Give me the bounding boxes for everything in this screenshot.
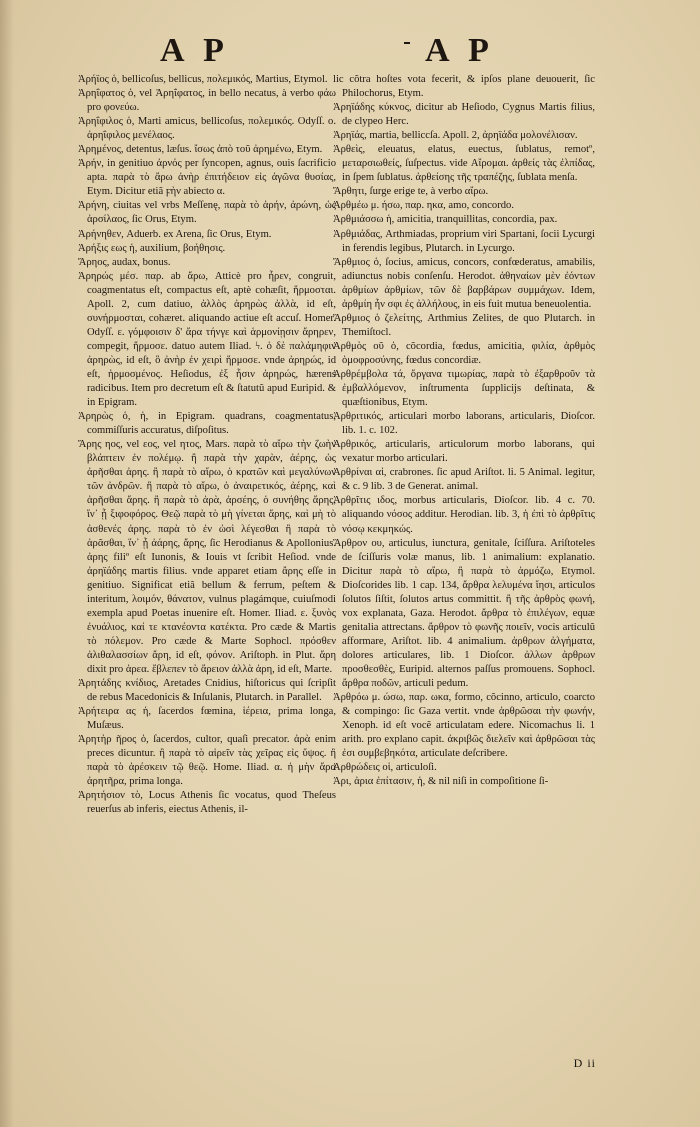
running-head-left: A P (160, 32, 230, 69)
right-column (333, 73, 595, 789)
dictionary-entry: Ἄρθμιος ὁ, ſocius, amicus, concors, confœderatus, amabilis, adiunctus nobis conſenſu. Herodot. ἀθηναίων μὲν ἐόντων ἀρθμίων ἀρθμίων, τῶν δὲ βαρβάρων συμμάχων. Idem, ἀρθμίη ἦν σφι ἐς ἀλλήλους, in eis fuit mutua beneuolentia. (333, 256, 595, 310)
running-head-mark (404, 42, 410, 44)
dictionary-entry: Ἀρητὴρ ῆρος ὁ, ſacerdos, cultor, quaſi precator. ἀρὰ enim preces dicuntur. ἢ παρὰ τὸ αἱρεῖν τὰς χεῖρας εἰς ὕψος. ἢ παρὰ τὸ ἀρέσκειν τῷ θεῷ. Home. Iliad. α. ἡ μὴν ἄρα ἀρητῆρα, prima longa. (78, 734, 336, 788)
dictionary-entry: Ἀρηΐφατος ὁ, vel Ἀρηΐφατος, in bello necatus, à verbo φάω pro φονεύω. (78, 88, 336, 114)
dictionary-entry: Ἀρηϊάς, martia, belliccſa. Apoll. 2, ἀρηϊάδα μολονέλισαν. (333, 130, 578, 142)
dictionary-entry: Ἀρήνη, ciuitas vel vrbs Meſſenę, παρὰ τὸ ἀρήν, ἀρώνη, ὡς ἀρσίλαος, ſic Orus, Etym. (78, 200, 336, 226)
dictionary-entry: Ἀρθρικός, articularis, articulorum morbo laborans, qui vexatur morbo articulari. (333, 439, 595, 465)
dictionary-entry: Ἀρθρόω μ. ώσω, παρ. ωκα, formo, cõcinno, articulo, coarcto & compingo: ſic Gaza vertit. vnde ἀρθρῶσαι τὴν φωνήν, Xenoph. id eſt vocẽ articulatam edere. Nicomachus li. 1 arith. pro explano capit. ἀκριβῶς διελεῖν καὶ ἀρθρῶσαι τὰς ἐσι συμβεβηκότα, articulate deſcribere. (333, 692, 595, 760)
running-head-right: A P (425, 32, 495, 69)
dictionary-entry: Ἀρθρίναι αἱ, crabrones. ſic apud Ariſtot. li. 5 Animal. legitur, & c. 9 lib. 3 de Generat. animal. (333, 467, 595, 493)
dictionary-entry: Ἀρθρώδεις οἱ, articuloſi. (333, 762, 437, 774)
dictionary-entry: Ἀρήξις εως ἡ, auxilium, βοήθησις. (78, 242, 226, 254)
dictionary-entry: Ἀρημένος, detentus, læſus. ἴσως ἀπὸ τοῦ ἀρημένω, Etym. (78, 144, 323, 156)
dictionary-entry: Ἀρθρέμβολα τά, ὄργανα τιμωρίας, παρὰ τὸ ἐξαρθροῦν τὰ ἐμβαλλόμενον, inſtrumenta ſupplicijs deſtinata, & quæſtionibus, Etym. (333, 368, 595, 409)
dictionary-entry: Ἀρήνηθεν, Aduerb. ex Arena, ſic Orus, Etym. (78, 228, 272, 240)
binding-shadow (0, 0, 14, 1127)
dictionary-entry: Ἀρήϊος ὁ, bellicoſus, bellicus, πολεμικός, Martius, Etymol. (78, 74, 328, 85)
signature-mark: D ii (573, 1056, 596, 1070)
dictionary-entry: Ἀρθεὶς, eleuatus, elatus, euectus, ſublatus, remotº, μεταρσιωθείς, ſuſpectus. vide Αἴρομαι. ἀρθείς τὰς ἐλπίδας, in ſpem ſublatus. ἀρθείσης τῆς τραπέζης, ſublata menſa. (333, 144, 595, 184)
dictionary-entry: Ἀρητήσιον τὸ, Locus Athenis ſic vocatus, quod Theſeus reuerſus ab inferis, eiectus Athenis, il- (78, 790, 336, 816)
dictionary-entry: Ἄρης ηος, vel εος, vel ητος, Mars. παρὰ τὸ αἴρω τὴν ζωὴν βλάπτειν ἐν πολέμῳ. ἢ παρὰ τὴν χαρὰν, ἀέρης, ὡς ἀρῆσθαι ἀρης. ἢ παρὰ τὸ αἴρω, ὁ κρατῶν καὶ μεγαλύνων τῶν ἀνδρῶν. ἢ παρὰ τὸ αἴρω, ὁ ἀναιρετικός, ἀέρης, καὶ ἀρῆσθαι ἄρης. ἢ παρὰ τὸ ἀρὰ, ἀρσέης, ὁ συνήθης ἄρης, ἵν᾽ ᾖ ξιφοφόρος. Θεῷ παρὰ τὸ μὴ γίνεται ἄρης, καὶ μὴ τὸ ἀσθενές ἀρης. παρὰ τὸ ἐν ὠσὶ λέγεσθαι ἢ παρὰ τὸ ἀρᾶσθαι, ἵν᾽ ᾖ ἀάρης, ἄρης, ſic Herodianus & Apollonius. ἀρης filiº eſt Iunonis, & Iouis vt ſcribit Heſiod. vnde ἀρηϊάδης martis filius. vnde apparet etiam ἄρης eſſe in genitiuo. Significat etiã bellum & ferrum, peſtem & interitum, λοιμόν, θάνατον, vulnus plagámque, cuiuſmodi exempla apud Poetas inuenire eſt. Homer. Iliad. ε. ξυνὸς ἐνυάλιος, καί τε κτανέοντα κατέκτα. Pro cæde & Martis τὸ πόλεμον. Pro cæde & Marte Sophocl. πρόσθεν ἀλιθαλασσίων ἄρη, id eſt, φόνον. Ariſtoph. in Plut. ἄρη dixit pro ἀρεα. ἔβλεπεν τὸ ἄρειον ἀλλὰ ἀρη, id eſt, Marte. (78, 439, 336, 675)
dictionary-entry: Ἀρθρῖτις ιδος, morbus articularis, Dioſcor. lib. 4 c. 70. aliquando νόσος additur. Herodian. lib. 3, ἡ ἐπὶ τὸ ἀρθρῖτις νόσῳ κεκμηκώς. (333, 495, 595, 535)
dictionary-entry: Ἀρηΐφιλος ὁ, Marti amicus, bellicoſus, πολεμικός. Odyſſ. ο. ἀρηΐφιλος μενέλαος. (78, 116, 336, 142)
dictionary-entry: Ἀρητάδης κνίδιος, Aretades Cnidius, hiſtoricus qui ſcripſit de rebus Macedonicis & Inſulanis, Plutarch. in Parallel. (78, 678, 336, 704)
dictionary-entry: Ἀρθριτικός, articulari morbo laborans, articularis, Dioſcor. lib. 1. c. 102. (333, 411, 595, 437)
dictionary-entry: Ἀρθμιάσσω ἡ, amicitia, tranquillitas, concordia, pax. (333, 214, 558, 226)
dictionary-entry: Ἄρθμιος ὁ ζελείτης, Arthmius Zelites, de quo Plutarch. in Themiſtocl. (333, 312, 595, 338)
dictionary-entry: Ἄρθρον ου, articulus, iunctura, genitale, ſciſſura. Ariſtoteles de ſciſſuris volæ manus, lib. 1 animalium: explanatio. Dicitur παρὰ τὸ αἴρω, ἢ παρὰ τὸ ἀρμόζω, Etymol. Dioſcorides lib. 1 cap. 134, ἄρθρα λελυμένα ἴησι, articulos ſolutos ſiſtit, ſolutos artus committit. ἢ τῆς ἀρθρὸς φωνή, vox explanata, Gaza. Herodot. ἄρθρα τὸ ἐπιλέγων, equæ genitalia attrectans. ἄρθρον τὸ φωνῆς ποιεῖν, vocis articulũ afformare, Ariſtot. lib. 4 animalium. ἀρθρων ἀλγήματα, dolores articulares, lib. 1 Dioſcor. ἀλλων ἀρθρων προσθεσθὲς, Euripid. alternos paſſus promouens. Sophocl. ἄρθρα ποδῶν, articuli pedum. (333, 537, 595, 690)
dictionary-entry: lic cõtra hoſtes vota fecerit, & ipſos plane deuouerit, ſic Philochorus, Etym. (333, 74, 595, 100)
dictionary-entry: Ἀρθμέω μ. ήσω, παρ. ηκα, amo, concordo. (333, 200, 514, 212)
dictionary-entry: Ἀρθμὸς οῦ ὁ, cõcordia, fœdus, amicitia, φιλία, ἀρθμὸς ὁμοφροσύνης, fœdus concordiæ. (333, 340, 595, 366)
dictionary-entry: Ἀρηρώς μέσ. παρ. ab ἄρω, Atticè pro ἦρεν, congruit, coagmentatus eſt, compactus eſt, aptè cohæſit, ἥρμοσται. Apoll. 2, cum datiuo, ἀλλὸς ἀρηρὼς ἀλλὰ, id eſt, συνήρμοσται, cohæret. aliquando actiue eſt accuſ. Homer. Odyſſ. ε. γόμφοισιν δ' ἄρα τήνγε καὶ ἁρμονίῃσιν ἄρηρεν, compegit, ἥρμοσε. datuo autem Iliad. ϟ. ὁ δὲ παλάμηφιν ἀρηρὼς, id eſt, ὃ ἀνὴρ ἐν χειρὶ ἥρμοσε. vnde ἀρηρώς, id eſt, ἡρμοσμένος. Heſiodus, ἐξ ἧσιν ἀρηρώς, hærens radicibus. Item pro decretum eſt & ſtatutũ apud Euripid. & in Epigram. (78, 270, 336, 409)
dictionary-entry: Ἀρήτειρα ας ἡ, ſacerdos fœmina, ἱέρεια, prima longa, Muſæus. (78, 706, 336, 732)
left-column (78, 73, 336, 817)
dictionary-entry: Ἄρθητι, ſurge erige te, à verbo αἴρω. (333, 186, 489, 198)
dictionary-entry: Ἀρήν, in genitiuo ἀρνός per ſyncopen, agnus, ouis ſacrificio apta. παρὰ τὸ ἄρω ἀνὴρ ἐπιτήδειον εἰς ἀγῶνα θυσίας, Etym. Dicitur etiã ϝὴν abiecto α. (78, 158, 336, 198)
dictionary-entry: Ἀρθμιάδας, Arthmiadas, proprium viri Spartani, ſocii Lycurgi in ferendis legibus, Plutarch. in Lycurgo. (333, 228, 595, 254)
dictionary-entry: Ἀρηρὼς ὁ, ἡ, in Epigram. quadrans, coagmentatus, commiſſuris accuratus, diſpoſitus. (78, 411, 336, 437)
dictionary-entry: Ἀρηϊάδης κύκνος, dicitur ab Heſiodo, Cygnus Martis filius, de clypeo Herc. (333, 102, 595, 128)
dictionary-entry: Ἄρηος, audax, bonus. (78, 256, 171, 268)
dictionary-entry: Ἀρι, ἀρια ἐπίτασιν, ἡ, & nil niſi in compoſitione ſi- (333, 776, 549, 788)
